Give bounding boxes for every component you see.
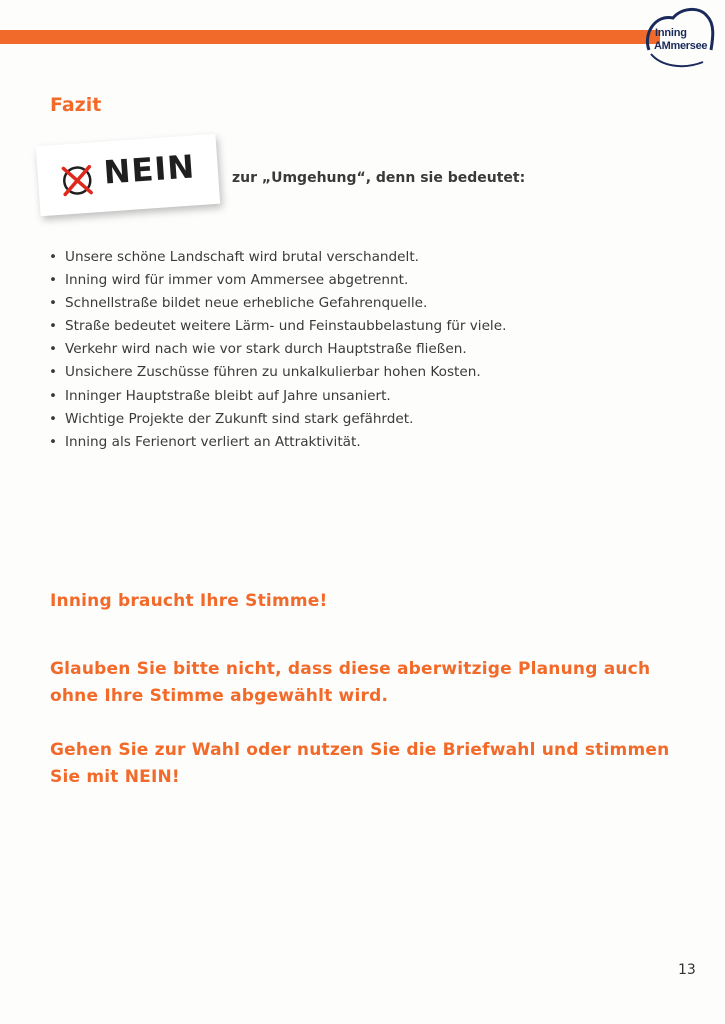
list-item: • Unsere schöne Landschaft wird brutal verschandelt. [49,246,506,269]
logo-text-line2: AMmersee [654,40,708,52]
ballot-word: NEIN [102,147,197,192]
list-item: • Schnellstraße bildet neue erhebliche Gefahrenquelle. [49,292,506,315]
header-accent-bar [0,30,660,44]
appeal-paragraph: Glauben Sie bitte nicht, dass diese aberwitzige Planung auch ohne Ihre Stimme abgewählt wird. [50,659,651,706]
list-item: • Inning als Ferienort verliert an Attraktivität. [49,431,506,454]
list-item: • Verkehr wird nach wie vor stark durch Hauptstraße fließen. [49,338,506,361]
section-heading: Fazit [50,94,102,116]
logo-wave-icon [641,4,721,74]
appeal-paragraph: Gehen Sie zur Wahl oder nutzen Sie die Briefwahl und stimmen Sie mit NEIN! [50,740,670,787]
list-item: • Wichtige Projekte der Zukunft sind stark gefährdet. [49,408,506,431]
crossed-circle-icon [59,162,95,198]
list-item: • Inninger Hauptstraße bleibt auf Jahre unsaniert. [49,385,506,408]
logo-text-line1: Inning [655,27,687,39]
list-item: • Straße bedeutet weitere Lärm- und Feinstaubbelastung für viele. [49,315,506,338]
list-item: • Inning wird für immer vom Ammersee abgetrennt. [49,269,506,292]
ballot-nein-card [36,134,220,216]
appeal-heading: Inning braucht Ihre Stimme! [50,591,328,611]
reasons-list [49,246,506,454]
intro-text: zur „Umgehung“, denn sie bedeutet: [232,170,526,186]
page-number: 13 [678,962,696,978]
inning-ammersee-logo [641,4,721,74]
list-item: • Unsichere Zuschüsse führen zu unkalkulierbar hohen Kosten. [49,361,506,384]
